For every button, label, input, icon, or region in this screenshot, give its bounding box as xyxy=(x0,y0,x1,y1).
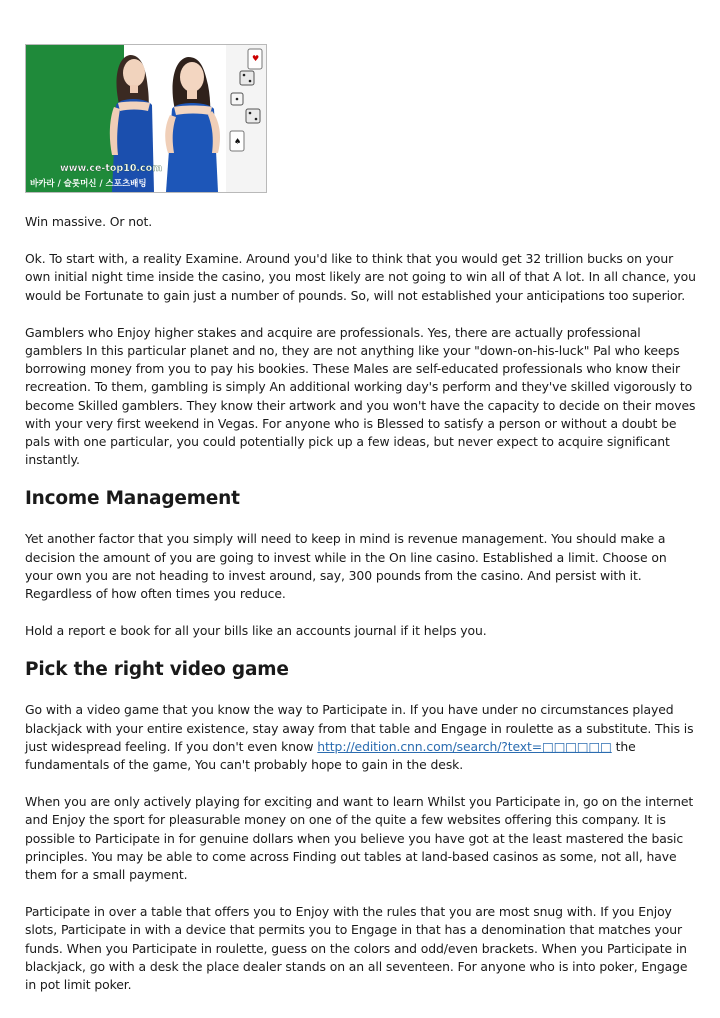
paragraph-choose-game-start: Go with a video game that you know the way to Participate in. If you have under no circumstances played blackjack with your entire existence, stay away from that table and Engage in roulette as a substitute. This is just widespread feeling. If you don't even know xyxy=(25,702,694,754)
hero-url-text: www.ce-top10.com xyxy=(60,163,163,174)
hero-korean-caption: 바카라 / 슬롯머신 / 스포츠배팅 xyxy=(30,179,147,189)
paragraph-record-book: Hold a report e book for all your bills like an accounts journal if it helps you. xyxy=(25,623,487,639)
paragraph-choose-game xyxy=(25,701,697,774)
heading-pick-video-game: Pick the right video game xyxy=(25,659,289,681)
cnn-search-link[interactable]: http://edition.cnn.com/search/?text=□□□□□□ xyxy=(317,738,612,754)
paragraph-table-rules: Participate in over a table that offers you to Enjoy with the rules that you are most snug with. If you Enjoy slots, Participate in with a device that permits you to Engage in that has a denomination that matches your funds. When you Participate in roulette, guess on the colors and odd/even brackets. When you Participate in blackjack, go with a desk the place dealer stands on an all seventeen. For anyone who is into poker, Engage in pot limit poker. xyxy=(25,904,688,993)
paragraph-reality-check: Ok. To start with, a reality Examine. Around you'd like to think that you would get 32 trillion bucks on your own initial night time inside the casino, you most likely are not going to win all of that A lot. In all chance, you would be Fortunate to gain just a number of pounds. So, will not established your anticipations too superior. xyxy=(25,251,696,303)
paragraph-play-online: When you are only actively playing for exciting and want to learn Whilst you Participate in, go on the internet and Enjoy the sport for pleasurable money on one of the quite a few websites offering this company. It is possible to Participate in for genuine dollars when you believe you have got at the least mastered the basic principles. You may be able to come across Finding out tables at land-based casinos as some, not all, have them for a small payment. xyxy=(25,794,694,883)
hero-image xyxy=(25,44,267,193)
paragraph-choose-game-end: the fundamentals of the game, You can't probably hope to gain in the desk. xyxy=(25,738,636,773)
paragraph-professional-gamblers: Gamblers who Enjoy higher stakes and acquire are professionals. Yes, there are actually professional gamblers In this particular planet and no, they are not anything like your "down-on-his-luck" Pal who keeps borrowing money from you to pay his bookies. These Males are self-educated professionals who know their recreation. To them, gambling is simply An additional working day's perform and they've skilled vigorously to become Skilled gamblers. They know their artwork and you won't have the capacity to decide on their moves with your very first weekend in Vegas. For anyone who is Blessed to satisfy a person or without a doubt be pals with one particular, you could potentially pick up a few ideas, but never expect to acquire significant instantly. xyxy=(25,324,696,468)
svg-text:♠: ♠ xyxy=(234,137,242,146)
hero-illustration xyxy=(26,45,266,192)
paragraph-intro: Win massive. Or not. xyxy=(25,214,153,229)
svg-text:♥: ♥ xyxy=(252,54,260,63)
heading-income-management: Income Management xyxy=(25,488,240,510)
article-body xyxy=(25,213,697,994)
paragraph-revenue-management: Yet another factor that you simply will need to keep in mind is revenue management. You should make a decision the amount of you are going to invest while in the On line casino. Established a limit. Choose on your own you are not heading to invest around, say, 300 pounds from the casino. And persist with it. Regardless of how often times you reduce. xyxy=(25,531,667,602)
